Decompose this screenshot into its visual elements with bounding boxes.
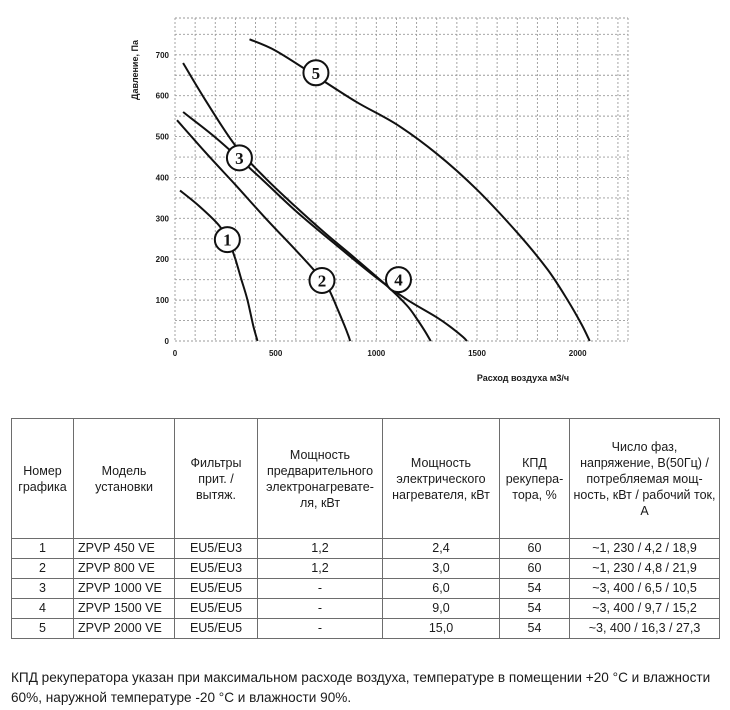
table-cell: 1,2 — [258, 539, 383, 559]
table-row — [12, 619, 720, 639]
table-cell: EU5/EU3 — [175, 539, 258, 559]
y-tick-label: 0 — [164, 337, 169, 346]
series-line-1 — [180, 191, 258, 342]
table-cell: ~3, 400 / 9,7 / 15,2 — [570, 599, 720, 619]
series-line-2 — [177, 120, 350, 341]
table-cell: 3,0 — [383, 559, 500, 579]
table-cell: 6,0 — [383, 579, 500, 599]
table-cell: - — [258, 599, 383, 619]
table-row — [12, 559, 720, 579]
y-tick-label: 300 — [155, 214, 169, 224]
table-header-cell: КПД рекупера-тора, % — [500, 419, 570, 539]
table-cell: 3 — [12, 579, 74, 599]
table-cell: EU5/EU5 — [175, 599, 258, 619]
footnote: КПД рекуператора указан при максимальном расходе воздуха, температуре в помещении +20 °С и влажности 60%, наружной температуре -20 °С и влажности 90%. — [11, 670, 711, 705]
table-cell: 2 — [12, 559, 74, 579]
axis-ticks — [156, 51, 587, 358]
table-header-cell: Фильтры прит. / вытяж. — [175, 419, 258, 539]
table-cell: 60 — [500, 559, 570, 579]
table-cell: ~1, 230 / 4,8 / 21,9 — [570, 559, 720, 579]
table-cell: EU5/EU3 — [175, 559, 258, 579]
table-cell: ~3, 400 / 6,5 / 10,5 — [570, 579, 720, 599]
table-cell: - — [258, 579, 383, 599]
marker-label: 4 — [394, 270, 403, 290]
table-cell: ~1, 230 / 4,2 / 18,9 — [570, 539, 720, 559]
table-cell: - — [258, 619, 383, 639]
series-markers — [215, 60, 411, 293]
y-tick-label: 400 — [155, 173, 169, 183]
table-cell: 5 — [12, 619, 74, 639]
table-header-cell: Число фаз, напряжение, В(50Гц) / потребляемая мощ-ность, кВт / рабочий ток, А — [570, 419, 720, 539]
table-cell: ZPVP 1000 VE — [74, 579, 175, 599]
chart-series — [177, 39, 590, 341]
x-tick-label: 2000 — [568, 349, 587, 358]
y-tick-label: 500 — [155, 132, 169, 142]
series-line-3 — [183, 63, 431, 341]
table-cell: ZPVP 450 VE — [74, 539, 175, 559]
table-cell: 54 — [500, 619, 570, 639]
series-marker-4 — [386, 267, 411, 292]
table-cell: 4 — [12, 599, 74, 619]
marker-label: 3 — [235, 148, 244, 168]
x-tick-label: 500 — [268, 349, 283, 358]
x-tick-label: 0 — [172, 349, 178, 358]
table-cell: 60 — [500, 539, 570, 559]
series-marker-3 — [227, 145, 252, 170]
series-marker-2 — [309, 268, 334, 293]
y-tick-label: 100 — [155, 296, 169, 306]
table-header-row — [12, 419, 720, 539]
table-cell: 9,0 — [383, 599, 500, 619]
table-row — [12, 539, 720, 559]
table-cell: 54 — [500, 599, 570, 619]
marker-label: 2 — [317, 271, 327, 291]
table-cell: EU5/EU5 — [175, 579, 258, 599]
series-marker-1 — [215, 227, 240, 252]
specs-table — [11, 418, 720, 639]
x-tick-label: 1500 — [468, 349, 486, 358]
table-cell: ZPVP 2000 VE — [74, 619, 175, 639]
table-cell: 1,2 — [258, 559, 383, 579]
table-cell: ZPVP 1500 VE — [74, 599, 175, 619]
table-cell: 15,0 — [383, 619, 500, 639]
table-cell: ZPVP 800 VE — [74, 559, 175, 579]
series-marker-5 — [303, 60, 328, 85]
table-header-cell: Модель установки — [74, 419, 175, 539]
y-tick-label: 600 — [155, 91, 169, 101]
series-line-5 — [250, 39, 590, 341]
x-axis-label: Расход воздуха м3/ч — [476, 373, 570, 383]
marker-label: 1 — [223, 230, 232, 250]
y-tick-label: 200 — [155, 255, 169, 265]
table-header-cell: Номер графика — [12, 419, 74, 539]
table-cell: ~3, 400 / 16,3 / 27,3 — [570, 619, 720, 639]
table-row — [12, 579, 720, 599]
y-tick-label: 700 — [155, 50, 169, 60]
table-header-cell: Мощность электрического нагревателя, кВт — [383, 419, 500, 539]
y-axis-label: Давление, Па — [130, 40, 140, 100]
table-cell: 54 — [500, 579, 570, 599]
marker-label: 5 — [311, 63, 321, 83]
table-cell: 1 — [12, 539, 74, 559]
table-cell: EU5/EU5 — [175, 619, 258, 639]
table-body — [12, 539, 720, 639]
table-cell: 2,4 — [383, 539, 500, 559]
table-header-cell: Мощность предварительного электронагревате-ля, кВт — [258, 419, 383, 539]
x-tick-label: 1000 — [367, 349, 386, 358]
table-row — [12, 599, 720, 619]
